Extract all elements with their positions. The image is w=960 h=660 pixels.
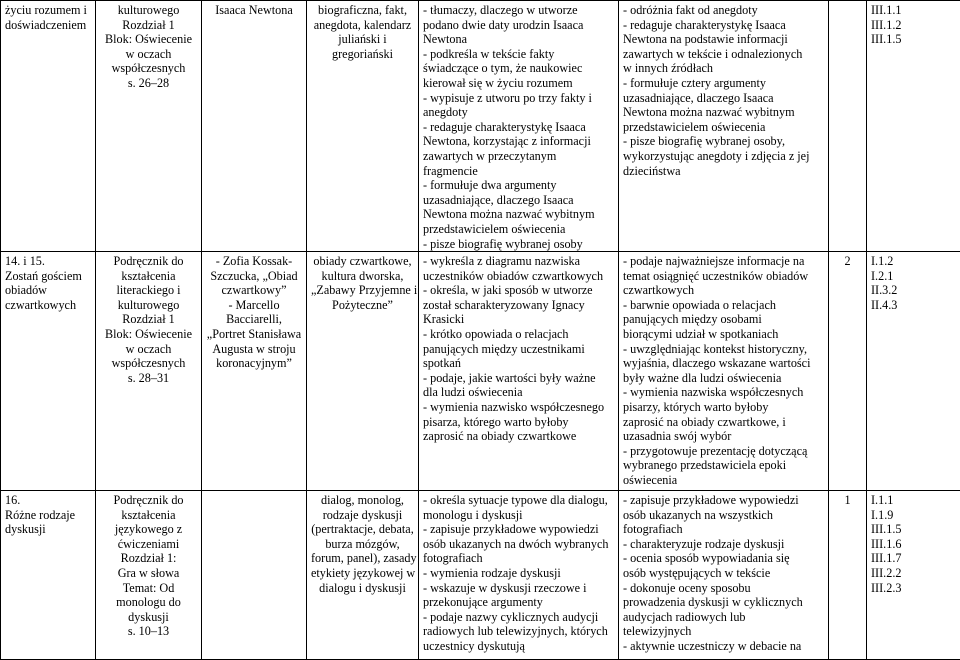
text-line: Krasicki — [423, 312, 614, 327]
text-line: - podaje najważniejsze informacje na — [623, 254, 824, 269]
text-line: Blok: Oświecenie — [100, 327, 197, 342]
text-line: Rozdział 1: — [100, 551, 197, 566]
text-line: kultura dworska, — [311, 269, 414, 284]
standards-cell — [867, 252, 960, 491]
text-line: gregoriański — [311, 47, 414, 62]
text-line: anegdoty — [423, 105, 614, 120]
text-line: rodzaje dyskusji — [311, 508, 414, 523]
hours-cell: 1 — [829, 491, 867, 660]
text-line: - aktywnie uczestniczy w debacie na — [623, 639, 824, 654]
text-line: - krótko opowiada o relacjach — [423, 327, 614, 342]
text-line: językowego z — [100, 522, 197, 537]
text-line: uzasadnia swój wybór — [623, 429, 824, 444]
text-line: wyjaśnia, dlaczego wskazane wartości — [623, 356, 824, 371]
text-line: Bacciarelli, — [206, 312, 302, 327]
text-line: Blok: Oświecenie — [100, 32, 197, 47]
text-line: Newtona, korzystając z informacji — [423, 134, 614, 149]
text-line: III.2.3 — [871, 581, 956, 596]
text-line: panujących między uczestnikami — [423, 342, 614, 357]
text-line: kulturowego — [100, 298, 197, 313]
text-line: s. 26–28 — [100, 76, 197, 91]
text-line: - przygotowuje prezentację dotyczącą — [623, 444, 824, 459]
text-line: obiadów — [5, 283, 91, 298]
text-line: Isaaca Newtona — [206, 3, 302, 18]
text-line: Zostań gościem — [5, 269, 91, 284]
text-line: w oczach — [100, 342, 197, 357]
text-line: forum, panel), zasady — [311, 551, 414, 566]
text-line: - wymienia rodzaje dyskusji — [423, 566, 614, 581]
text-line: fotografiach — [623, 522, 824, 537]
text-line: - Marcello — [206, 298, 302, 313]
text-line: temat osiągnięć uczestników obiadów — [623, 269, 824, 284]
text-line: kształcenia — [100, 508, 197, 523]
extended-requirements-cell — [619, 491, 829, 660]
text-line: ćwiczeniami — [100, 537, 197, 552]
text-line: III.1.1 — [871, 3, 956, 18]
text-line: III.1.5 — [871, 522, 956, 537]
standards-cell — [867, 1, 960, 252]
text-line: pisarza, którego warto byłoby — [423, 415, 614, 430]
text-line: fotografiach — [423, 551, 614, 566]
texts-cell — [202, 1, 307, 252]
text-line: - wskazuje w dyskusji rzeczowe i — [423, 581, 614, 596]
text-line: Temat: Od — [100, 581, 197, 596]
text-line: osób ukazanych na dwóch wybranych — [423, 537, 614, 552]
text-line: - wymienia nazwisko współczesnego — [423, 400, 614, 415]
text-line: „Portret Stanisława — [206, 327, 302, 342]
text-line: wybranego przedstawiciela epoki — [623, 458, 824, 473]
text-line: I.2.1 — [871, 269, 956, 284]
text-line: przedstawicielem oświecenia — [423, 222, 614, 237]
text-line: - uwzględniając kontekst historyczny, — [623, 342, 824, 357]
text-line: doświadczeniem — [5, 18, 91, 33]
text-line: - dokonuje oceny sposobu — [623, 581, 824, 596]
text-line: - podaje, jakie wartości były ważne — [423, 371, 614, 386]
extended-requirements-cell — [619, 252, 829, 491]
texts-cell — [202, 491, 307, 660]
text-line: - wykreśla z diagramu nazwiska — [423, 254, 614, 269]
hours-cell — [829, 1, 867, 252]
text-line: radiowych lub telewizyjnych, których — [423, 624, 614, 639]
text-line: s. 10–13 — [100, 624, 197, 639]
text-line: - redaguje charakterystykę Isaaca — [423, 120, 614, 135]
concepts-cell — [307, 252, 419, 491]
basic-requirements-cell — [419, 491, 619, 660]
text-line: biorącymi udział w spotkaniach — [623, 327, 824, 342]
text-line: uczestników obiadów czwartkowych — [423, 269, 614, 284]
text-line: Podręcznik do — [100, 254, 197, 269]
text-line: dialog, monolog, — [311, 493, 414, 508]
text-line: Newtona na podstawie informacji — [623, 32, 824, 47]
text-line: I.1.1 — [871, 493, 956, 508]
text-line: - podaje nazwy cyklicznych audycji — [423, 610, 614, 625]
text-line: Szczucka, „Obiad — [206, 269, 302, 284]
text-line: Różne rodzaje — [5, 508, 91, 523]
text-line: wykorzystując anegdoty i zdjęcia z jej — [623, 149, 824, 164]
text-line: III.1.6 — [871, 537, 956, 552]
text-line: kształcenia — [100, 269, 197, 284]
text-line: - wypisuje z utworu po trzy fakty i — [423, 91, 614, 106]
text-line: świadczące o tym, że naukowiec — [423, 61, 614, 76]
texts-cell — [202, 252, 307, 491]
text-line: uzasadniające, dlaczego Isaaca — [423, 193, 614, 208]
text-line: przedstawicielem oświecenia — [623, 120, 824, 135]
text-line: - pisze biografię wybranej osoby, — [623, 134, 824, 149]
text-line: przekonujące argumenty — [423, 595, 614, 610]
text-line: dla ludzi oświecenia — [423, 385, 614, 400]
text-line: Rozdział 1 — [100, 18, 197, 33]
text-line: - pisze biografię wybranej osoby — [423, 237, 614, 252]
text-line: dyskusji — [100, 610, 197, 625]
text-line: panujących między osobami — [623, 312, 824, 327]
text-line: uczestnicy dyskutują — [423, 639, 614, 654]
text-line: Gra w słowa — [100, 566, 197, 581]
text-line: - formułuje dwa argumenty — [423, 178, 614, 193]
text-line: s. 28–31 — [100, 371, 197, 386]
text-line: uzasadniające, dlaczego Isaaca — [623, 91, 824, 106]
text-line: Augusta w stroju — [206, 342, 302, 357]
text-line: III.1.5 — [871, 32, 956, 47]
text-line: biograficzna, fakt, — [311, 3, 414, 18]
text-line: - ocenia sposób wypowiadania się — [623, 551, 824, 566]
text-line: kierował się w życiu rozumem — [423, 76, 614, 91]
text-line: monologu do — [100, 595, 197, 610]
text-line: Newtona — [423, 32, 614, 47]
text-line: podano dwie daty urodzin Isaaca — [423, 18, 614, 33]
text-line: były ważne dla ludzi oświecenia — [623, 371, 824, 386]
hours-cell: 2 — [829, 252, 867, 491]
text-line: zawartych w tekście i odnalezionych — [623, 47, 824, 62]
text-line: - redaguje charakterystykę Isaaca — [623, 18, 824, 33]
text-line: kulturowego — [100, 3, 197, 18]
text-line: - barwnie opowiada o relacjach — [623, 298, 824, 313]
text-line: - określa sytuacje typowe dla dialogu, — [423, 493, 614, 508]
text-line: audycjach radiowych lub — [623, 610, 824, 625]
text-line: - Zofia Kossak- — [206, 254, 302, 269]
text-line: (pertraktacje, debata, — [311, 522, 414, 537]
text-line: osób ukazanych na wszystkich — [623, 508, 824, 523]
text-line: fragmencie — [423, 164, 614, 179]
text-line: współczesnych — [100, 61, 197, 76]
text-line: III.1.2 — [871, 18, 956, 33]
text-line: telewizyjnych — [623, 624, 824, 639]
table-row — [1, 252, 960, 491]
text-line: I.1.2 — [871, 254, 956, 269]
text-line: Rozdział 1 — [100, 312, 197, 327]
text-line: zawartych w przeczytanym — [423, 149, 614, 164]
text-line: „Zabawy Przyjemne i — [311, 283, 414, 298]
text-line: Pożyteczne” — [311, 298, 414, 313]
text-line: dzieciństwa — [623, 164, 824, 179]
text-line: juliański i — [311, 32, 414, 47]
text-line: życiu rozumem i — [5, 3, 91, 18]
text-line: 16. — [5, 493, 91, 508]
text-line: został scharakteryzowany Ignacy — [423, 298, 614, 313]
basic-requirements-cell — [419, 252, 619, 491]
text-line: Newtona można nazwać wybitnym — [423, 207, 614, 222]
text-line: dyskusji — [5, 522, 91, 537]
text-line: 14. i 15. — [5, 254, 91, 269]
text-line: współczesnych — [100, 356, 197, 371]
text-line: III.2.2 — [871, 566, 956, 581]
text-line: - wymienia nazwiska współczesnych — [623, 385, 824, 400]
text-line: pisarzy, których warto byłoby — [623, 400, 824, 415]
text-line: - formułuje cztery argumenty — [623, 76, 824, 91]
text-line: - odróżnia fakt od anegdoty — [623, 3, 824, 18]
standards-cell — [867, 491, 960, 660]
text-line: czwartkowych — [5, 298, 91, 313]
text-line: - zapisuje przykładowe wypowiedzi — [623, 493, 824, 508]
basic-requirements-cell — [419, 1, 619, 252]
text-line: w oczach — [100, 47, 197, 62]
text-line: czwartkowych — [623, 283, 824, 298]
text-line: Newtona można nazwać wybitnym — [623, 105, 824, 120]
extended-requirements-cell — [619, 1, 829, 252]
text-line: - podkreśla w tekście fakty — [423, 47, 614, 62]
text-line: - charakteryzuje rodzaje dyskusji — [623, 537, 824, 552]
text-line: zaprosić na obiady czwartkowe, i — [623, 415, 824, 430]
text-line: literackiego i — [100, 283, 197, 298]
text-line: etykiety językowej w — [311, 566, 414, 581]
text-line: I.1.9 — [871, 508, 956, 523]
topic-cell — [1, 1, 96, 252]
text-line: prowadzenia dyskusji w cyklicznych — [623, 595, 824, 610]
text-line: spotkań — [423, 356, 614, 371]
textbook-cell — [96, 252, 202, 491]
textbook-cell — [96, 1, 202, 252]
text-line: koronacyjnym” — [206, 356, 302, 371]
text-line: zaprosić na obiady czwartkowe — [423, 429, 614, 444]
topic-cell — [1, 491, 96, 660]
text-line: III.1.7 — [871, 551, 956, 566]
text-line: anegdota, kalendarz — [311, 18, 414, 33]
text-line: - tłumaczy, dlaczego w utworze — [423, 3, 614, 18]
text-line: oświecenia — [623, 473, 824, 488]
text-line: - określa, w jaki sposób w utworze — [423, 283, 614, 298]
text-line: monologu i dyskusji — [423, 508, 614, 523]
table-row — [1, 491, 960, 660]
textbook-cell — [96, 491, 202, 660]
text-line: osób występujących w tekście — [623, 566, 824, 581]
text-line: II.4.3 — [871, 298, 956, 313]
table-row — [1, 1, 960, 252]
text-line: Podręcznik do — [100, 493, 197, 508]
text-line: w innych źródłach — [623, 61, 824, 76]
topic-cell — [1, 252, 96, 491]
text-line: - zapisuje przykładowe wypowiedzi — [423, 522, 614, 537]
text-line: II.3.2 — [871, 283, 956, 298]
concepts-cell — [307, 1, 419, 252]
concepts-cell — [307, 491, 419, 660]
text-line: burza mózgów, — [311, 537, 414, 552]
text-line: czwartkowy” — [206, 283, 302, 298]
text-line: dialogu i dyskusji — [311, 581, 414, 596]
text-line: obiady czwartkowe, — [311, 254, 414, 269]
